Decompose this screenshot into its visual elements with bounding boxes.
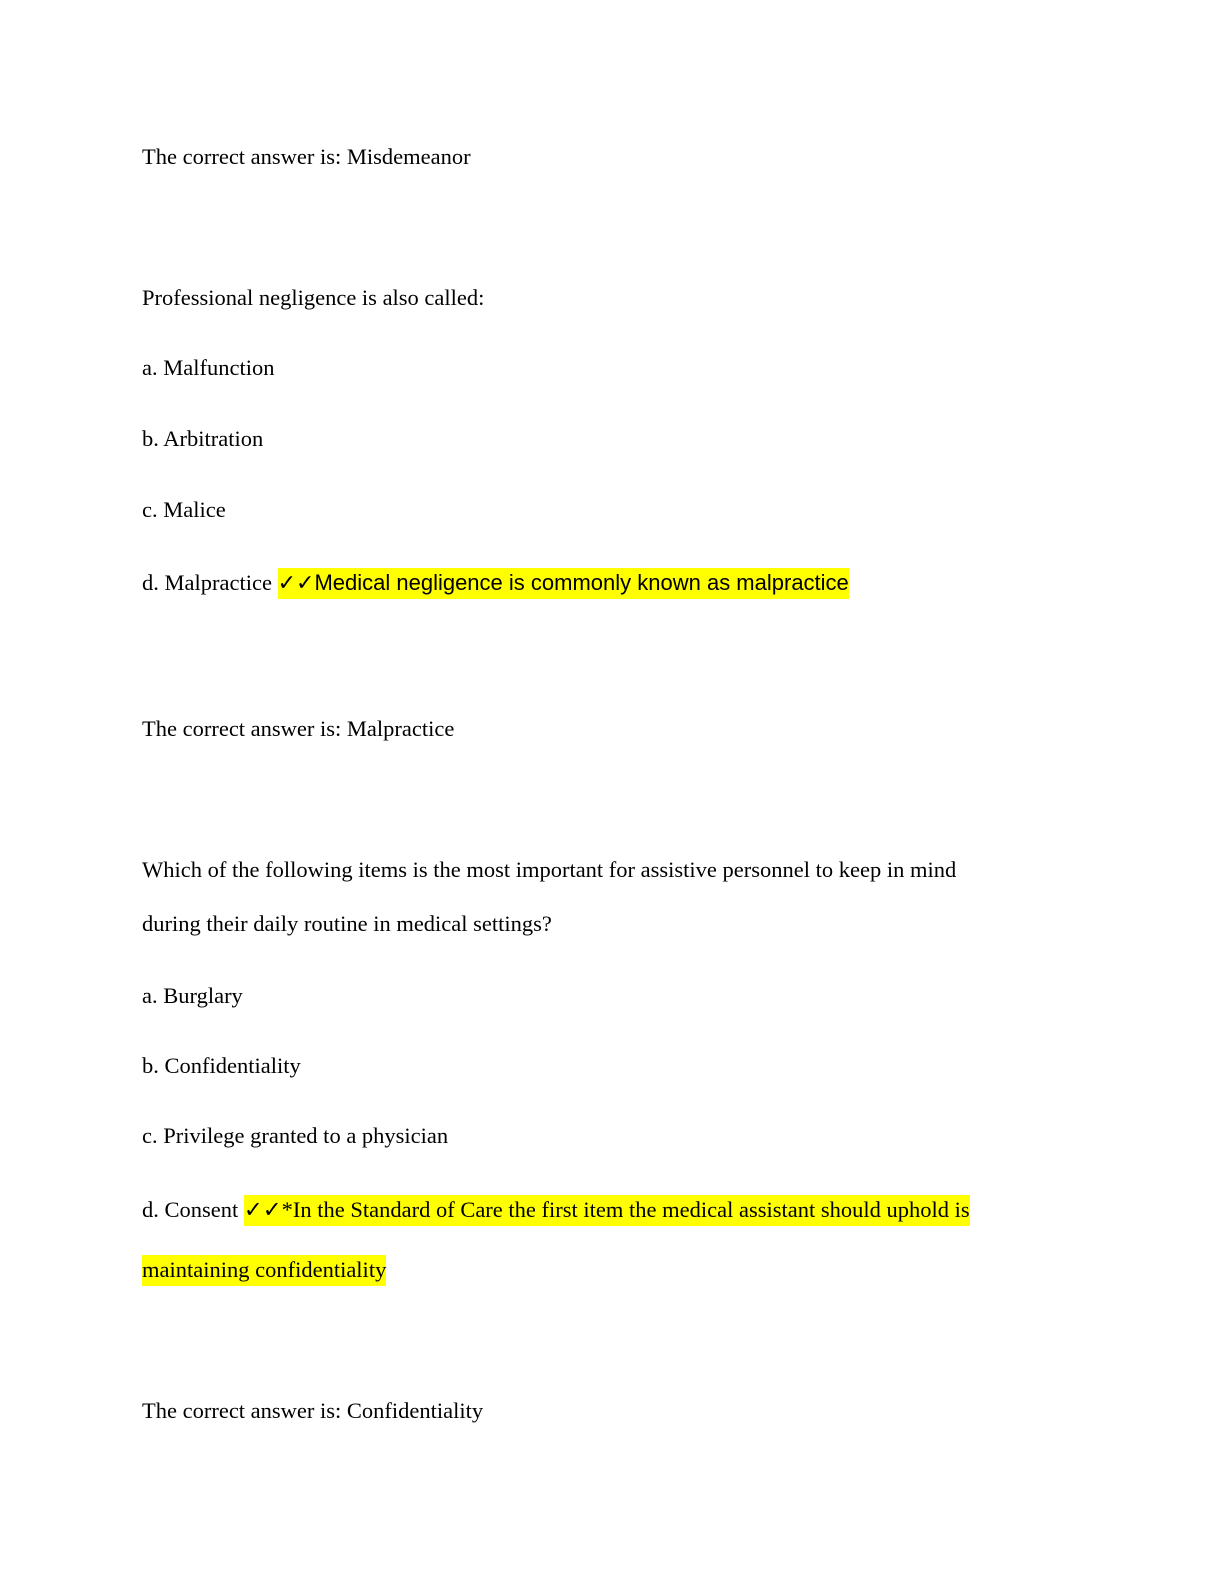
q1-option-d: d. Malpractice — [142, 570, 272, 595]
q2-note-line2-row — [142, 1256, 386, 1284]
question-professional-negligence: Professional negligence is also called: — [142, 285, 485, 310]
q2-option-d: d. Consent — [142, 1197, 239, 1222]
q1-option-c: c. Malice — [142, 497, 226, 522]
q1-option-a: a. Malfunction — [142, 355, 275, 380]
q1-option-b: b. Arbitration — [142, 426, 264, 451]
q1-option-d-row — [142, 569, 849, 598]
question-assistive-personnel-line2: during their daily routine in medical settings? — [142, 911, 552, 936]
q2-highlighted-note-line1 — [244, 1195, 970, 1226]
q1-note-text: Medical negligence is commonly known as malpractice — [314, 570, 849, 595]
q2-option-c: c. Privilege granted to a physician — [142, 1123, 449, 1148]
q2-note-text-line1: *In the Standard of Care the first item the medical assistant should uphold is — [281, 1197, 970, 1222]
answer-confidentiality: The correct answer is: Confidentiality — [142, 1398, 484, 1423]
double-check-icon: ✓✓ — [243, 1197, 282, 1223]
answer-misdemeanor: The correct answer is: Misdemeanor — [142, 144, 471, 169]
q2-option-a: a. Burglary — [142, 983, 243, 1008]
double-check-icon: ✓✓ — [277, 571, 315, 596]
q2-option-d-row — [142, 1196, 970, 1224]
q2-note-text-line2: maintaining confidentiality — [142, 1255, 386, 1286]
q2-option-b: b. Confidentiality — [142, 1053, 301, 1078]
q1-highlighted-note — [278, 568, 849, 599]
answer-malpractice: The correct answer is: Malpractice — [142, 716, 455, 741]
question-assistive-personnel-line1: Which of the following items is the most important for assistive personnel to keep in mind — [142, 857, 957, 882]
